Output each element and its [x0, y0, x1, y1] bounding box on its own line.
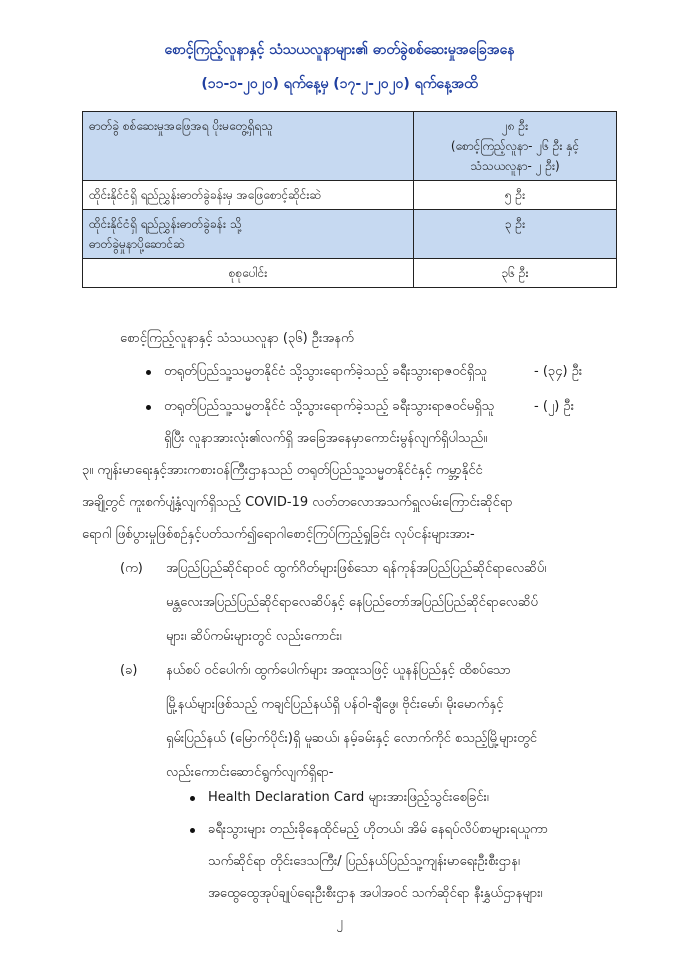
bullet-2-continuation: ရှိပြီး လူနာအားလုံး၏လက်ရှိ အခြေအနေမှာကောင်းမွန်လျက်ရှိပါသည်။ — [164, 431, 488, 446]
value-line: ၂၈ ဦး — [501, 119, 529, 133]
item-ka-label: (က) — [120, 561, 143, 576]
table-cell-label: ထိုင်းနိုင်ငံရှိ ရည်ညွှန်းဓာတ်ခွဲခန်းမှ အဖြေစောင့်ဆိုင်းဆဲ — [83, 181, 414, 210]
para2-line-1: ၃။ ကျန်းမာရေးနှင့်အားကစားဝန်ကြီးဌာနသည် တရုတ်ပြည်သူ့သမ္မတနိုင်ငံနှင့် ကမ္ဘာ့နိုင်ငံ — [82, 463, 483, 478]
bullet-icon — [146, 370, 151, 375]
table-row — [83, 210, 617, 259]
table-row — [83, 181, 617, 210]
para2-line-3: ရောဂါ ဖြစ်ပွားမှုဖြစ်စဉ်နှင့်ပတ်သက်၍ရောဂါစောင့်ကြပ်ကြည့်ရှုခြင်း လုပ်ငန်းများအား- — [82, 527, 475, 542]
table-cell-label: ဓာတ်ခွဲ စစ်ဆေးမှုအဖြေအရ ပိုးမတွေ့ရှိရသူ — [83, 112, 414, 181]
title-line-1: စောင့်ကြည့်လူနာနှင့် သံသယလူနာများ၏ ဓာတ်ခွဲစစ်ဆေးမှုအခြေအနေ — [164, 42, 515, 58]
page-number: ၂ — [336, 915, 343, 930]
item-kha-line-3: ရှမ်းပြည်နယ် (မြောက်ပိုင်း)ရှိ မူဆယ်၊ နမ့်ခမ်းနှင့် လောက်ကိုင် စသည့်မြို့များတွင် — [166, 731, 537, 746]
table-row — [83, 259, 617, 288]
value-line: (စောင့်ကြည့်လူနာ- ၂၆ ဦး နှင့် — [450, 139, 580, 153]
sub-bullet-2-line-1: ခရီးသွားများ တည်းခိုနေထိုင်မည့် ဟိုတယ်၊ အိမ် နေရပ်လိပ်စာများရယူကာ — [208, 822, 548, 837]
item-ka-line-3: များ၊ ဆိပ်ကမ်းများတွင် လည်းကောင်း၊ — [166, 629, 342, 644]
sub-bullet-2-line-2: သက်ဆိုင်ရာ တိုင်းဒေသကြီး/ ပြည်နယ်ပြည်သူ့ကျန်းမာရေးဦးစီးဌာန၊ — [208, 854, 520, 869]
item-kha-label: (ခ) — [120, 663, 138, 678]
label-line: ထိုင်းနိုင်ငံရှိ ရည်ညွှန်းဓာတ်ခွဲခန်း သို့ — [89, 217, 242, 231]
table-cell-total-value: ၃၆ ဦး — [414, 259, 617, 288]
sub-bullet-1: Health Declaration Card များအားဖြည့်သွင်းစေခြင်း၊ — [208, 790, 489, 805]
table-cell-value: ၅ ဦး — [414, 181, 617, 210]
item-kha-line-4: လည်းကောင်းဆောင်ရွက်လျက်ရှိရာ- — [166, 765, 334, 780]
sub-bullet-2-line-3: အထွေထွေအုပ်ချုပ်ရေးဦးစီးဌာန အပါအဝင် သက်ဆိုင်ရာ နီးနွှယ်ဌာနများ၊ — [208, 886, 543, 901]
table-cell-value — [414, 112, 617, 181]
para2-line-2: အချို့တွင် ကူးစက်ပျံ့နှံ့လျက်ရှိသည့် COVID-19 လတ်တလောအသက်ရှူလမ်းကြောင်းဆိုင်ရာ — [82, 495, 513, 510]
bullet-2-count: - (၂) ဦး — [534, 399, 574, 414]
bullet-icon — [190, 796, 195, 801]
table-row — [83, 112, 617, 181]
item-kha-line-2: မြို့နယ်များဖြစ်သည့် ကချင်ပြည်နယ်ရှိ ပန်ဝါ-ချီဖွေ၊ ဗိုင်းမော်၊ မိုးမောက်နှင့် — [166, 697, 504, 712]
bullet-icon — [146, 405, 151, 410]
item-kha-line-1: နယ်စပ် ဝင်ပေါက်၊ ထွက်ပေါက်များ အထူးသဖြင့် ယူနန်ပြည်နှင့် ထိစပ်သော — [166, 663, 511, 678]
value-line: သံသယလူနာ- ၂ ဦး) — [470, 159, 560, 173]
intro-text: စောင့်ကြည့်လူနာနှင့် သံသယလူနာ (၃၆) ဦးအနက် — [120, 331, 354, 346]
item-ka-line-2: မန္တလေးအပြည်ပြည်ဆိုင်ရာလေဆိပ်နှင့် နေပြည်တော်အပြည်ပြည်ဆိုင်ရာလေဆိပ် — [166, 595, 538, 610]
bullet-2-text: တရုတ်ပြည်သူ့သမ္မတနိုင်ငံ သို့သွားရောက်ခဲ့သည့် ခရီးသွားရာဇဝင်မရှိသူ — [164, 399, 495, 414]
title-line-2: (၁၁-၁-၂၀၂၀) ရက်နေ့မှ (၁၇-၂-၂၀၂၀) ရက်နေ့အထိ — [201, 76, 478, 92]
bullet-1-text: တရုတ်ပြည်သူ့သမ္မတနိုင်ငံ သို့သွားရောက်ခဲ့သည့် ခရီးသွားရာဇဝင်ရှိသူ — [164, 364, 487, 379]
table-cell-value: ၃ ဦး — [414, 210, 617, 259]
summary-table — [82, 111, 617, 288]
bullet-1-count: - (၃၄) ဦး — [534, 364, 583, 379]
label-line: ဓာတ်ခွဲမှုနာပို့ဆောင်ဆဲ — [89, 237, 185, 251]
table-cell-total-label: စုစုပေါင်း — [83, 259, 414, 288]
bullet-icon — [190, 828, 195, 833]
table-cell-label — [83, 210, 414, 259]
item-ka-line-1: အပြည်ပြည်ဆိုင်ရာဝင် ထွက်ဂိတ်များဖြစ်သော ရန်ကုန်အပြည်ပြည်ဆိုင်ရာလေဆိပ်၊ — [166, 561, 547, 576]
